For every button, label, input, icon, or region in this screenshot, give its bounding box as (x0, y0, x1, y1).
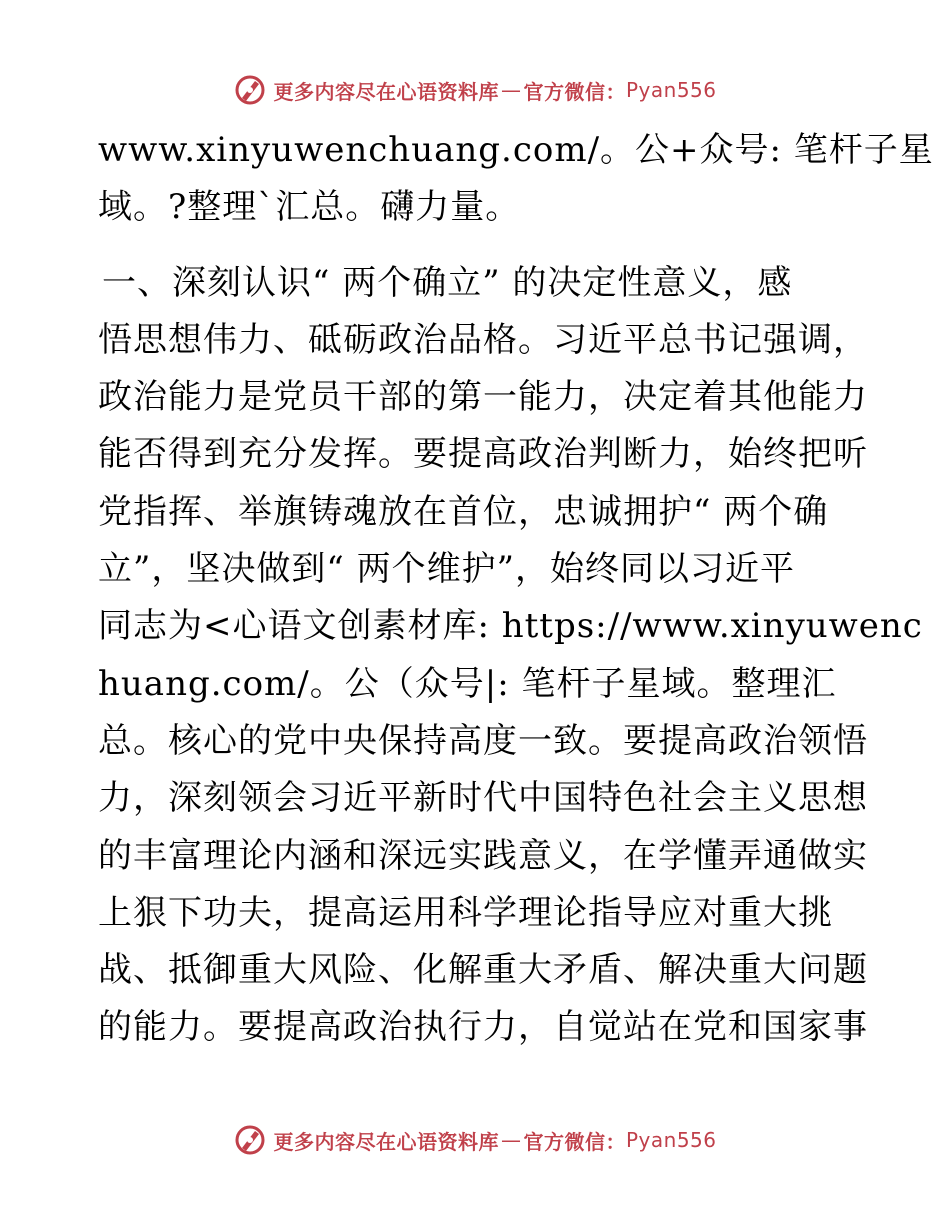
text-line: 能否得到充分发挥。要提高政治判断力，始终把听 (98, 434, 868, 475)
watermark-wechat-label: 官方微信： (523, 1129, 626, 1154)
watermark-site-label: 更多内容尽在心语资料库 (273, 79, 499, 104)
brand-logo-icon (233, 1123, 267, 1157)
text-line: 一、深刻认识“ 两个确立” 的决定性意义，感 (102, 262, 793, 303)
text-line: 总。核心的党中央保持高度一致。要提高政治领悟 (98, 720, 868, 761)
watermark-banner-top (0, 70, 950, 110)
watermark-wechat-account: Pyan556 (625, 78, 717, 102)
brand-logo-icon (233, 73, 267, 107)
text-line: 政治能力是党员干部的第一能力，决定着其他能力 (98, 377, 868, 418)
text-line: 的丰富理论内涵和深远实践意义，在学懂弄通做实 (98, 835, 868, 876)
text-line: 战、抵御重大风险、化解重大矛盾、解决重大问题 (98, 950, 868, 991)
document-body (98, 122, 934, 1057)
text-line: 悟思想伟力、砥砺政治品格。习近平总书记强调， (98, 319, 868, 360)
watermark-separator: — (500, 78, 522, 102)
watermark-wechat-label: 官方微信： (523, 79, 626, 104)
watermark-banner-bottom (0, 1120, 950, 1160)
text-line: 党指挥、举旗铸魂放在首位，忠诚拥护“ 两个确 (98, 491, 829, 532)
paragraph-gap (98, 237, 858, 255)
text-line: www.xinyuwenchuang.com/。公+众号: 笔杆子星 (98, 130, 934, 170)
text-line: 上狠下功夫，提高运用科学理论指导应对重大挑 (98, 892, 833, 933)
text-line: 域。?整理`汇总。礴力量。 (98, 187, 521, 228)
text-line: 的能力。要提高政治执行力，自觉站在党和国家事 (98, 1007, 868, 1048)
text-line: huang.com/。公（众号|: 笔杆子星域。整理汇 (98, 663, 837, 704)
text-line: 力，深刻领会习近平新时代中国特色社会主义思想 (98, 778, 868, 819)
watermark-site-label: 更多内容尽在心语资料库 (273, 1129, 499, 1154)
watermark-wechat-account: Pyan556 (625, 1128, 717, 1152)
text-line: 同志为<心语文创素材库: https://www.xinyuwenc (98, 606, 923, 647)
watermark-separator: — (500, 1128, 522, 1152)
text-line: 立”，坚决做到“ 两个维护”，始终同以习近平 (98, 549, 795, 590)
